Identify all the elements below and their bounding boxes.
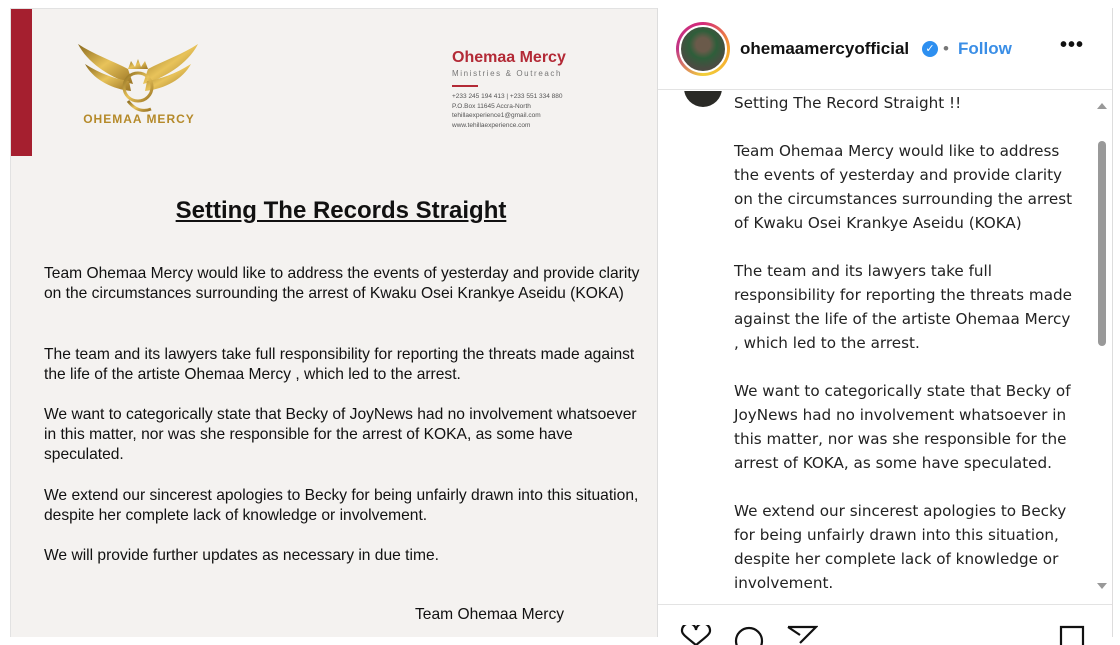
avatar[interactable] bbox=[676, 22, 730, 76]
follow-button[interactable]: Follow bbox=[958, 39, 1012, 58]
contact-website: www.tehillaexperience.com bbox=[452, 121, 531, 129]
scroll-down-arrow-icon[interactable] bbox=[1097, 583, 1107, 589]
statement-title: Setting The Records Straight bbox=[175, 197, 507, 224]
logo-text: OHEMAA MERCY bbox=[83, 112, 195, 126]
letterhead-name: Ohemaa Mercy bbox=[452, 49, 566, 66]
caption-paragraph: We extend our sincerest apologies to Becky for being unfairly drawn into this situation, despite her complete lack of knowledge or involvement. bbox=[734, 502, 1067, 592]
verified-badge-icon: ✓ bbox=[922, 41, 938, 57]
contact-address: P.O.Box 11645 Accra-North bbox=[452, 102, 531, 110]
caption-paragraph: We want to categorically state that Becky of JoyNews had no involvement whatsoever in this matter, nor was she responsible for the arrest of KOKA, as some have speculated. bbox=[734, 382, 1071, 472]
letterhead bbox=[452, 49, 566, 130]
red-accent-bar bbox=[11, 9, 32, 156]
signature: Team Ohemaa Mercy bbox=[415, 606, 565, 623]
statement-image bbox=[10, 8, 657, 637]
statement-paragraph: We extend our sincerest apologies to Becky for being unfairly drawn into this situation, despite her complete lack of knowledge or involvement. bbox=[44, 487, 639, 524]
statement-paragraph: The team and its lawyers take full responsibility for reporting the threats made against the life of the artiste Ohemaa Mercy , which led to the arrest. bbox=[44, 346, 635, 383]
statement-paragraph: We will provide further updates as necessary in due time. bbox=[44, 547, 439, 564]
more-options-icon[interactable]: ••• bbox=[1060, 34, 1085, 56]
contact-phone: +233 245 194 413 | +233 551 334 880 bbox=[452, 93, 563, 100]
share-icon[interactable] bbox=[786, 625, 818, 645]
caption-paragraph: Team Ohemaa Mercy would like to address the events of yesterday and provide clarity on the circumstances surrounding the arrest of Kwaku Osei Krankye Aseidu (KOKA) bbox=[734, 142, 1073, 232]
username-link[interactable]: ohemaamercyofficial bbox=[740, 39, 910, 58]
scroll-up-arrow-icon[interactable] bbox=[1097, 103, 1107, 109]
caption-area[interactable] bbox=[658, 91, 1112, 603]
caption-paragraph: Setting The Record Straight !! bbox=[734, 94, 962, 112]
comment-icon[interactable] bbox=[733, 625, 765, 645]
heart-icon[interactable] bbox=[680, 625, 712, 645]
letterhead-subtitle: Ministries & Outreach bbox=[452, 69, 563, 78]
post-panel bbox=[657, 8, 1113, 637]
post-header bbox=[658, 8, 1112, 90]
statement-paragraph: We want to categorically state that Becky of JoyNews had no involvement whatsoever in this matter, nor was she responsible for the arrest of KOKA, as some have speculated. bbox=[44, 406, 637, 463]
caption-text bbox=[734, 91, 1079, 603]
action-bar bbox=[658, 604, 1112, 637]
caption-avatar[interactable] bbox=[684, 91, 722, 107]
scrollbar-thumb[interactable] bbox=[1098, 141, 1106, 346]
separator: • bbox=[943, 39, 949, 58]
statement-paragraph: Team Ohemaa Mercy would like to address the events of yesterday and provide clarity on the circumstances surrounding the arrest of Kwaku Osei Krankye Aseidu (KOKA) bbox=[44, 265, 640, 302]
caption-paragraph: The team and its lawyers take full responsibility for reporting the threats made against the life of the artiste Ohemaa Mercy , which led to the arrest. bbox=[734, 262, 1073, 352]
divider bbox=[452, 85, 478, 87]
bookmark-icon[interactable] bbox=[1058, 625, 1086, 645]
contact-email: tehillaexperience1@gmail.com bbox=[452, 112, 541, 119]
scrollbar[interactable] bbox=[1092, 91, 1112, 603]
